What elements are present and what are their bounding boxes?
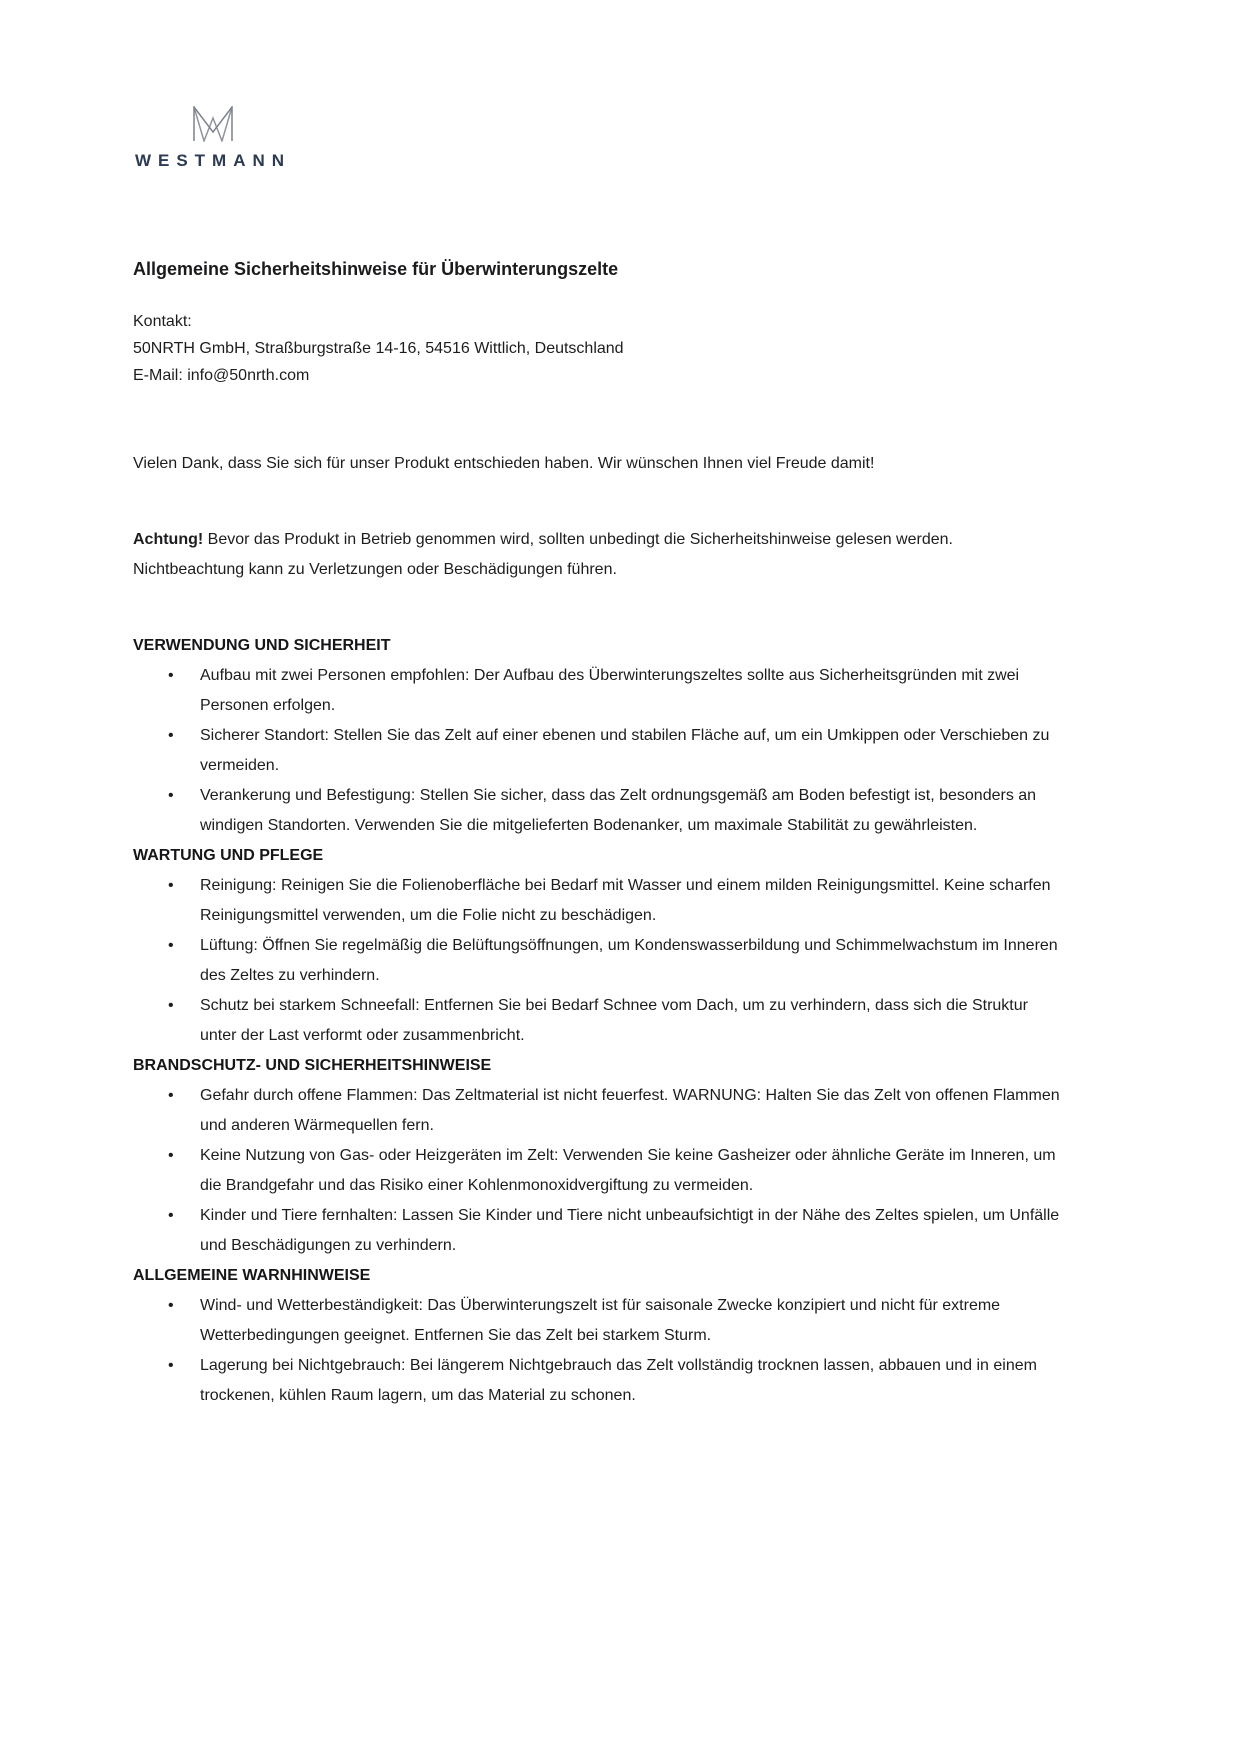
contact-block — [133, 308, 1060, 389]
section-verwendung-und-sicherheit — [133, 631, 1060, 841]
list-item — [133, 1351, 1060, 1411]
list-item — [133, 1141, 1060, 1201]
brand-logo — [133, 106, 293, 176]
list-item — [133, 931, 1060, 991]
bullet-text: • Aufbau mit zwei Personen empfohlen: Der Aufbau des Überwinterungszeltes sollte aus Sicherheitsgründen mit zwei Personen erfolgen. — [200, 667, 1020, 714]
bullet-list — [133, 661, 1060, 841]
list-item — [133, 991, 1060, 1051]
list-item — [133, 781, 1060, 841]
list-item — [133, 1201, 1060, 1261]
westmann-monogram-icon — [191, 106, 235, 142]
list-item — [133, 1081, 1060, 1141]
section-heading: WARTUNG UND PFLEGE — [133, 847, 324, 864]
intro-paragraph: Vielen Dank, dass Sie sich für unser Produkt entschieden haben. Wir wünschen Ihnen viel Freude damit! — [133, 455, 875, 472]
section-heading: ALLGEMEINE WARNHINWEISE — [133, 1267, 371, 1284]
contact-label: Kontakt: — [133, 313, 192, 330]
list-item — [133, 661, 1060, 721]
bullet-text: • Keine Nutzung von Gas- oder Heizgeräten im Zelt: Verwenden Sie keine Gasheizer oder ähnliche Geräte im Inneren, um die Brandgefahr und das Risiko einer Kohlenmonoxidvergiftung zu vermeiden. — [200, 1147, 1056, 1194]
bullet-text: • Reinigung: Reinigen Sie die Folienoberfläche bei Bedarf mit Wasser und einem milden Reinigungsmittel. Keine scharfen Reinigungsmittel verwenden, um die Folie nicht zu beschädigen. — [200, 877, 1051, 924]
list-item — [133, 721, 1060, 781]
brand-wordmark: WESTMANN — [134, 151, 292, 170]
bullet-text: • Lagerung bei Nichtgebrauch: Bei längerem Nichtgebrauch das Zelt vollständig trocknen lassen, abbauen und in einem trockenen, kühlen Raum lagern, um das Material zu schonen. — [200, 1357, 1037, 1404]
contact-email: E-Mail: info@50nrth.com — [133, 367, 310, 384]
section-brandschutz-und-sicherheitshinweise — [133, 1051, 1060, 1261]
warning-paragraph — [133, 525, 1060, 585]
bullet-text: • Schutz bei starkem Schneefall: Entfernen Sie bei Bedarf Schnee vom Dach, um zu verhindern, dass sich die Struktur unter der Last verformt oder zusammenbricht. — [200, 997, 1028, 1044]
warning-text: Bevor das Produkt in Betrieb genommen wird, sollten unbedingt die Sicherheitshinweise gelesen werden. Nichtbeachtung kann zu Verletzungen oder Beschädigungen führen. — [133, 531, 953, 578]
page-title: Allgemeine Sicherheitshinweise für Überwinterungszelte — [133, 259, 619, 279]
section-allgemeine-warnhinweise — [133, 1261, 1060, 1411]
bullet-list — [133, 1291, 1060, 1411]
bullet-text: • Verankerung und Befestigung: Stellen Sie sicher, dass das Zelt ordnungsgemäß am Boden befestigt ist, besonders an windigen Standorten. Verwenden Sie die mitgelieferten Bodenanker, um maximale Stabilität zu gewährleisten. — [200, 787, 1037, 834]
bullet-text: • Gefahr durch offene Flammen: Das Zeltmaterial ist nicht feuerfest. WARNUNG: Halten Sie das Zelt von offenen Flammen und anderen Wärmequellen fern. — [200, 1087, 1060, 1134]
bullet-text: • Lüftung: Öffnen Sie regelmäßig die Belüftungsöffnungen, um Kondenswasserbildung und Schimmelwachstum im Inneren des Zeltes zu verhindern. — [200, 937, 1058, 984]
warning-label: Achtung! — [133, 531, 204, 548]
bullet-text: • Wind- und Wetterbeständigkeit: Das Überwinterungszelt ist für saisonale Zwecke konzipiert und nicht für extreme Wetterbedingungen geeignet. Entfernen Sie das Zelt bei starkem Sturm. — [200, 1297, 1001, 1344]
section-wartung-und-pflege — [133, 841, 1060, 1051]
section-heading: BRANDSCHUTZ- UND SICHERHEITSHINWEISE — [133, 1057, 492, 1074]
bullet-list — [133, 1081, 1060, 1261]
bullet-list — [133, 871, 1060, 1051]
contact-address: 50NRTH GmbH, Straßburgstraße 14-16, 54516 Wittlich, Deutschland — [133, 340, 624, 357]
section-heading: VERWENDUNG UND SICHERHEIT — [133, 637, 391, 654]
bullet-text: • Kinder und Tiere fernhalten: Lassen Sie Kinder und Tiere nicht unbeaufsichtigt in der Nähe des Zeltes spielen, um Unfälle und Beschädigungen zu verhindern. — [200, 1207, 1060, 1254]
list-item — [133, 1291, 1060, 1351]
bullet-text: • Sicherer Standort: Stellen Sie das Zelt auf einer ebenen und stabilen Fläche auf, um ein Umkippen oder Verschieben zu vermeiden. — [200, 727, 1050, 774]
sections — [133, 631, 1060, 1411]
list-item — [133, 871, 1060, 931]
